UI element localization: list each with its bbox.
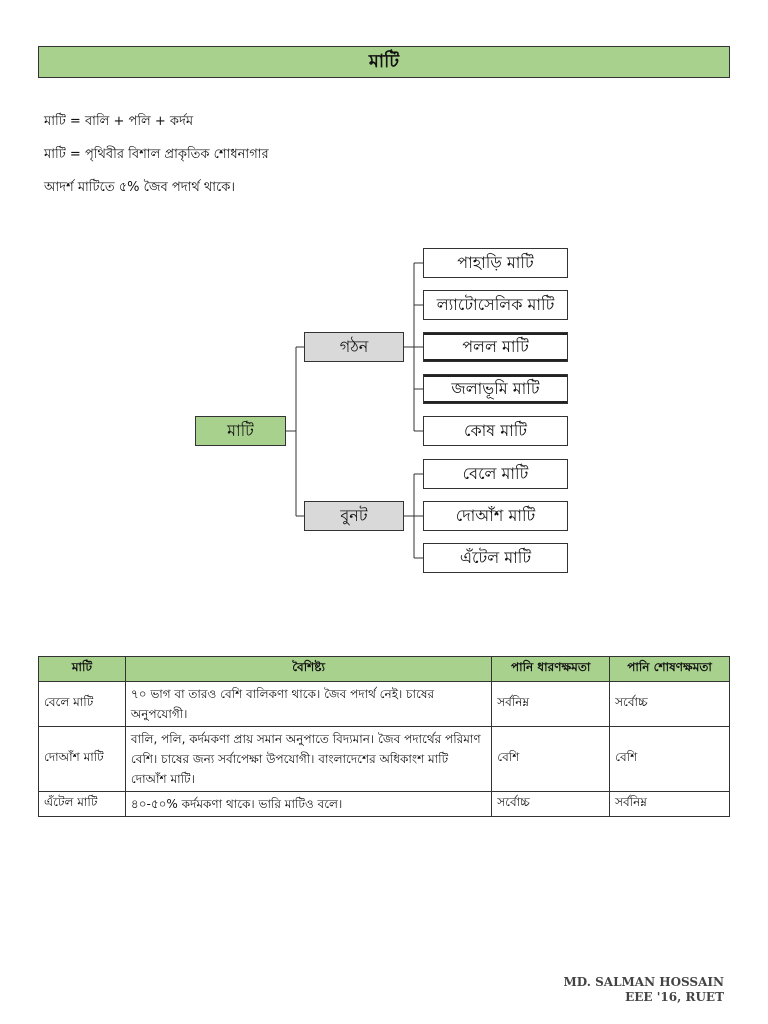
cell-water-retention: সর্বোচ্চ [492, 792, 610, 817]
node-soil-root: মাটি [195, 416, 286, 446]
cell-soil-name: দোআঁশ মাটি [39, 727, 126, 792]
table-header-row [39, 657, 730, 682]
node-cell-soil: কোষ মাটি [423, 416, 568, 446]
header-soil: মাটি [39, 657, 126, 682]
header-water-retention: পানি ধারণক্ষমতা [492, 657, 610, 682]
cell-characteristics: ৪০-৫০% কর্দমকণা থাকে। ভারি মাটিও বলে। [125, 792, 491, 817]
page-title: মাটি [38, 46, 730, 78]
node-loamy-soil: দোআঁশ মাটি [423, 501, 568, 531]
cell-water-absorption: সর্বনিম্ন [610, 792, 730, 817]
cell-water-retention: সর্বনিম্ন [492, 682, 610, 727]
author-footer [563, 975, 724, 1005]
cell-water-absorption: সর্বোচ্চ [610, 682, 730, 727]
node-texture: বুনট [304, 501, 404, 531]
formula-line-composition: মাটি = বালি + পলি + কর্দম [44, 114, 194, 129]
node-sandy-soil: বেলে মাটি [423, 459, 568, 489]
cell-characteristics: ৭০ ভাগ বা তারও বেশি বালিকণা থাকে। জৈব পদার্থ নেই। চাষের অনুপযোগী। [125, 682, 491, 727]
node-formation: গঠন [304, 332, 404, 362]
fact-line-organic-matter: আদর্শ মাটিতে ৫% জৈব পদার্থ থাকে। [44, 180, 236, 195]
author-name: MD. SALMAN HOSSAIN [563, 975, 724, 989]
node-clay-soil: এঁটেল মাটি [423, 543, 568, 573]
node-latosolic-soil: ল্যাটোসেলিক মাটি [423, 290, 568, 320]
cell-water-absorption: বেশি [610, 727, 730, 792]
header-characteristics: বৈশিষ্ট্য [125, 657, 491, 682]
node-hill-soil: পাহাড়ি মাটি [423, 248, 568, 278]
node-wetland-soil: জলাভূমি মাটি [423, 374, 568, 404]
cell-soil-name: বেলে মাটি [39, 682, 126, 727]
cell-water-retention: বেশি [492, 727, 610, 792]
header-water-absorption: পানি শোষণক্ষমতা [610, 657, 730, 682]
author-department: EEE '16, RUET [625, 990, 724, 1004]
table-row [39, 727, 730, 792]
soil-properties-table [38, 656, 730, 817]
cell-characteristics: বালি, পলি, কর্দমকণা প্রায় সমান অনুপাতে বিদ্যমান। জৈব পদার্থের পরিমাণ বেশি। চাষের জন্য সর্বাপেক্ষা উপযোগী। বাংলাদেশের অধিকাংশ মাটি দোআঁশ মাটি। [125, 727, 491, 792]
formula-line-purifier: মাটি = পৃথিবীর বিশাল প্রাকৃতিক শোধনাগার [44, 147, 269, 162]
table-row [39, 792, 730, 817]
cell-soil-name: এঁটেল মাটি [39, 792, 126, 817]
table-row [39, 682, 730, 727]
node-alluvial-soil: পলল মাটি [423, 332, 568, 362]
